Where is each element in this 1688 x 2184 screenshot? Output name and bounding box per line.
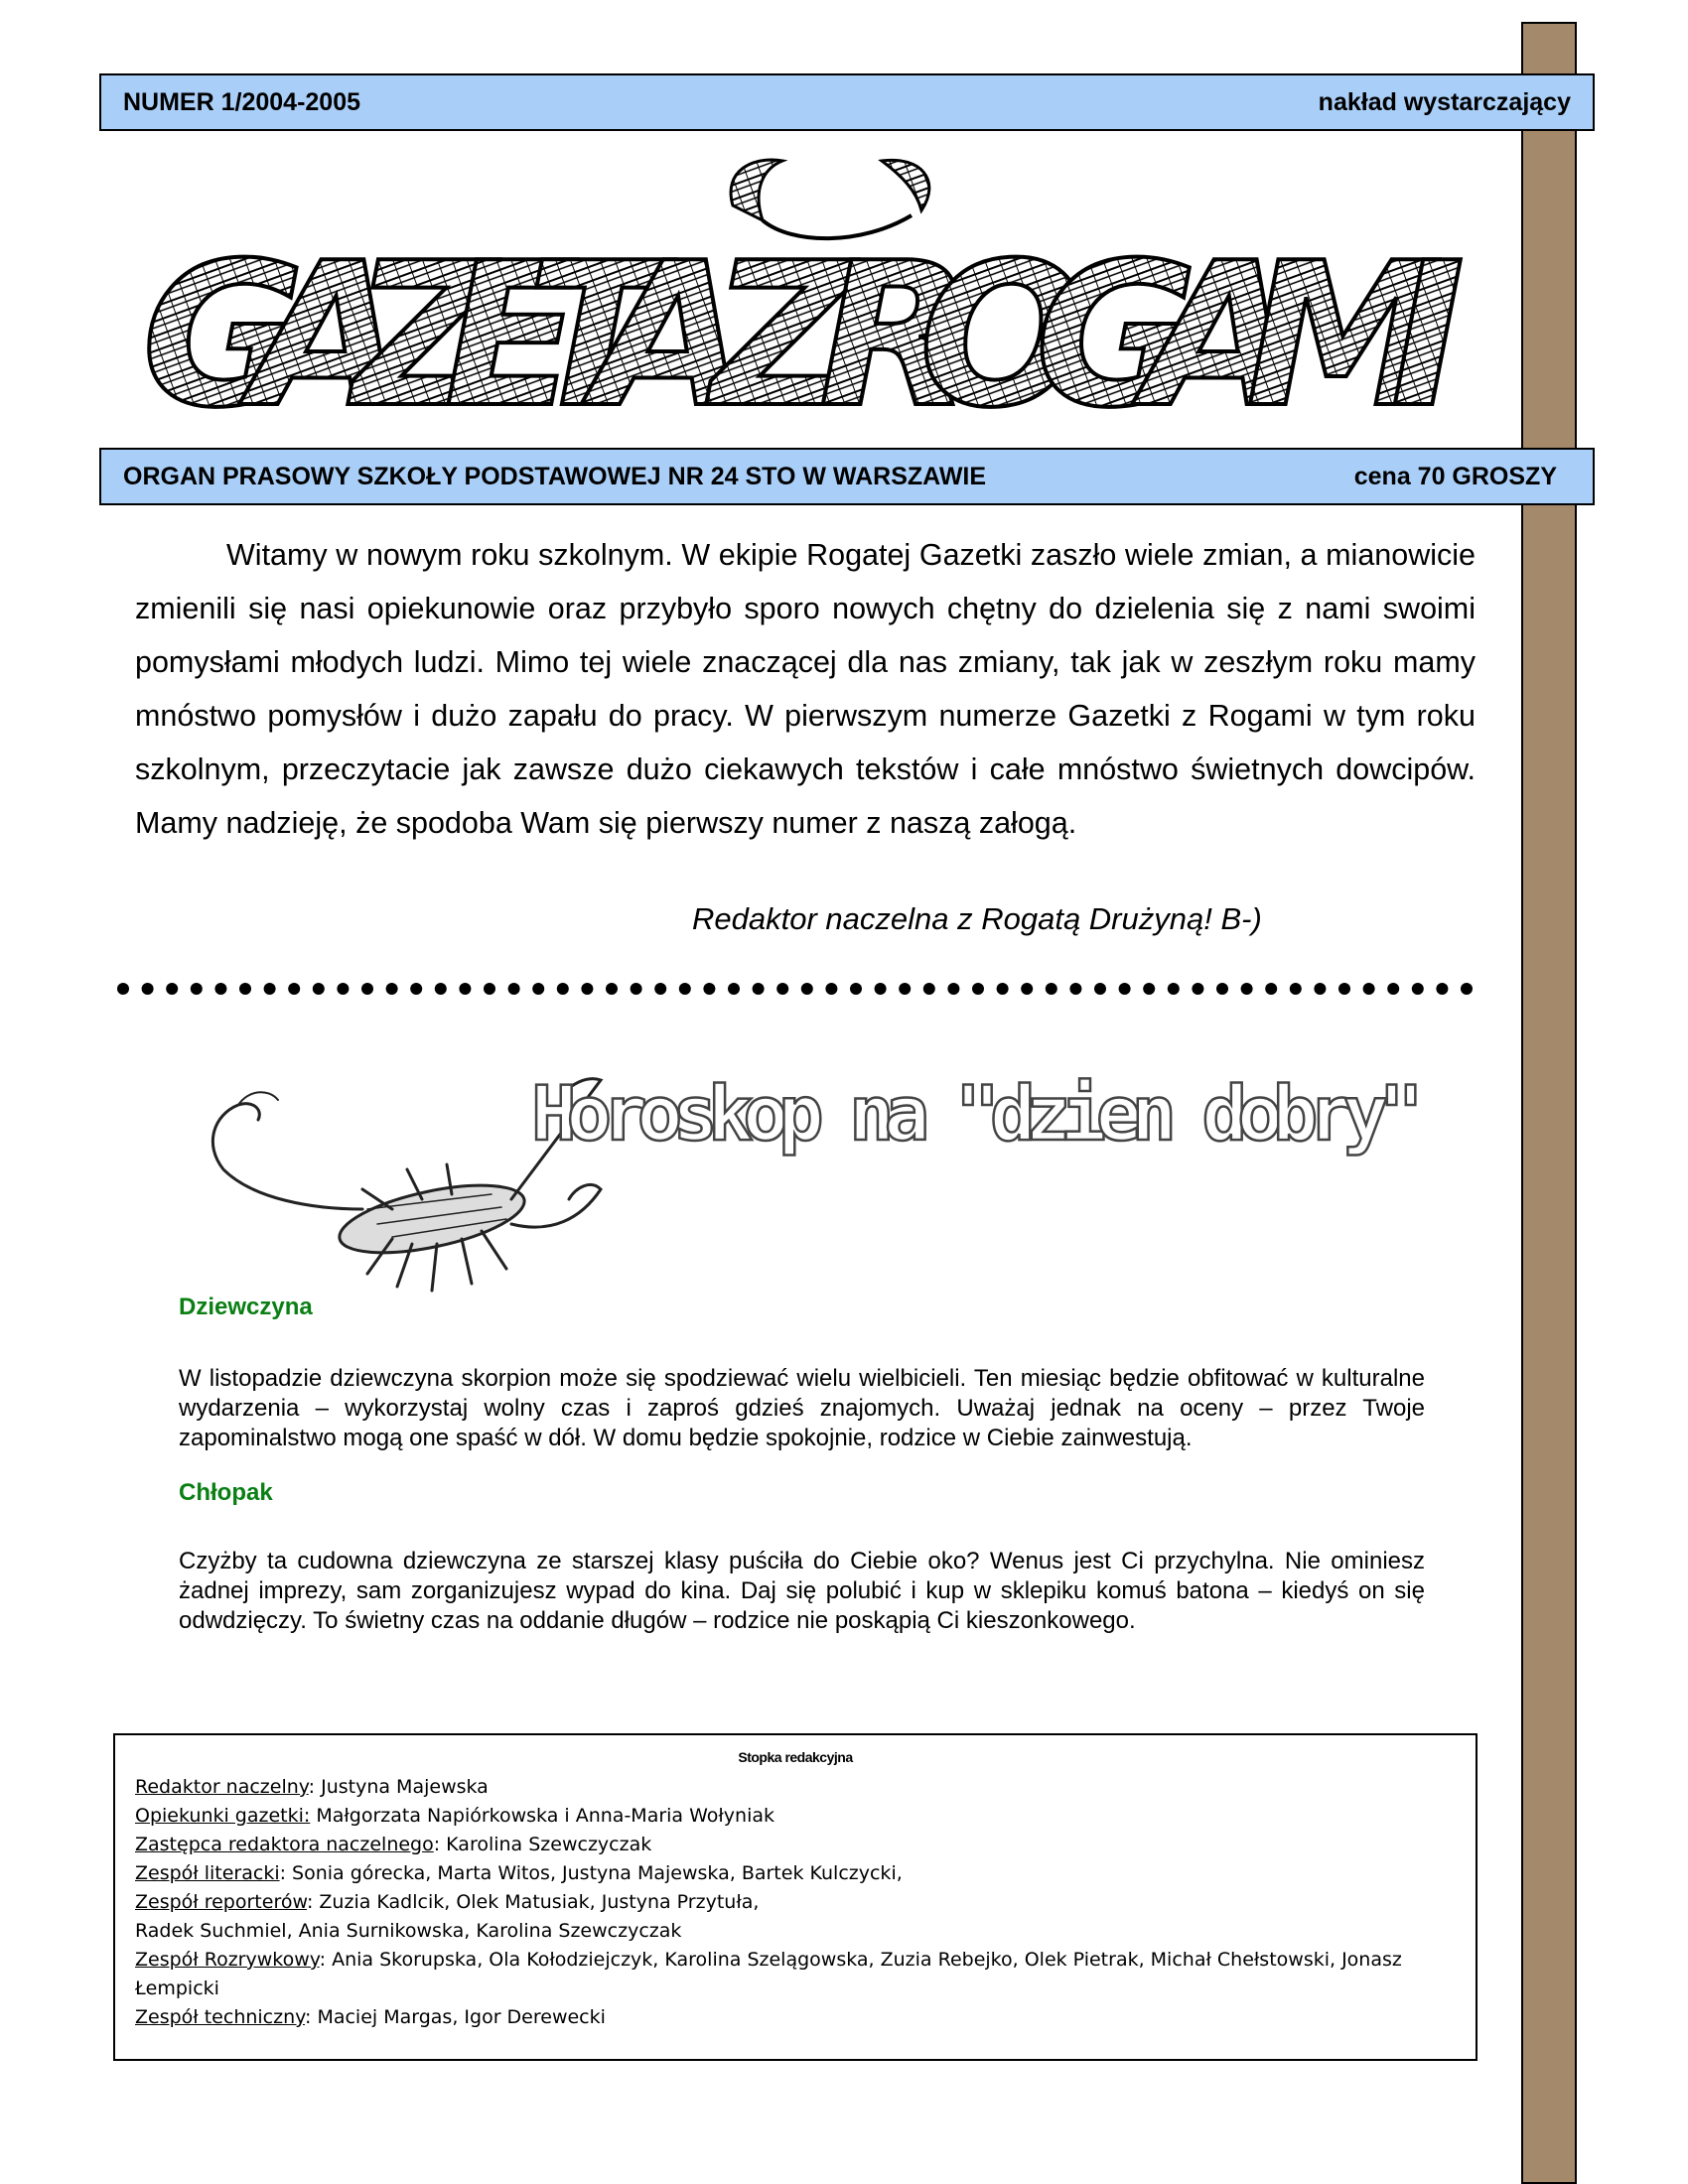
divider-dot xyxy=(631,983,642,995)
credit-line xyxy=(135,1773,1456,1802)
credit-names: Radek Suchmiel, Ania Surnikowska, Karolina Szewczyczak xyxy=(135,1920,682,1942)
credit-names: : Karolina Szewczyczak xyxy=(433,1834,652,1855)
divider-dot xyxy=(679,983,691,995)
divider-dot xyxy=(410,983,422,995)
credit-role: Zastępca redaktora naczelnego xyxy=(135,1834,434,1855)
credit-names: Małgorzata Napiórkowska i Anna-Maria Wołyniak xyxy=(310,1805,775,1827)
credit-names: Łempicki xyxy=(135,1978,219,1999)
credit-role: Opiekunki gazetki: xyxy=(135,1805,311,1827)
section-body-girl: W listopadzie dziewczyna skorpion może się spodziewać wielu wielbicieli. Ten miesiąc będzie obfitować w kulturalne wydarzenia – wykorzystaj wolny czas i zaproś gdzieś znajomych. Uważaj jednak na oceny – przez Twoje zapominalstwo mogą one spaść w dół. W domu będzie spokojnie, rodzice w Ciebie zainwestują. xyxy=(179,1365,1425,1451)
masthead-title: GAZETA Z ROGAMI xyxy=(142,220,1473,419)
credit-role: Zespół reporterów xyxy=(135,1891,307,1913)
footer-title: Stopka redakcyjna xyxy=(738,1749,853,1765)
credit-line xyxy=(135,1946,1456,1975)
issue-header-band xyxy=(99,73,1595,131)
credit-names: : Ania Skorupska, Ola Kołodziejczyk, Karolina Szelągowska, Zuzia Rebejko, Olek Pietrak, Michał Chełstowski, Jonasz xyxy=(319,1949,1402,1971)
divider-dot xyxy=(313,983,325,995)
credit-names: : Zuzia Kadlcik, Olek Matusiak, Justyna Przytuła, xyxy=(306,1891,760,1913)
horoscope-title-text: Horoskop na "dzien dobry" xyxy=(531,1069,1430,1158)
divider-dot xyxy=(654,983,666,995)
divider-dot xyxy=(1412,983,1424,995)
divider-dot xyxy=(264,983,276,995)
divider-dot xyxy=(532,983,544,995)
price-label: cena 70 GROSZY xyxy=(1353,462,1557,490)
divider-dot xyxy=(1314,983,1326,995)
divider-dot xyxy=(728,983,740,995)
credit-role: Zespół Rozrywkowy xyxy=(135,1949,320,1971)
credit-role: Zespół techniczny xyxy=(135,2006,305,2028)
credit-names: : Maciej Margas, Igor Derewecki xyxy=(305,2006,606,2028)
divider-dot xyxy=(1143,983,1155,995)
divider-dot xyxy=(825,983,837,995)
divider-dot xyxy=(484,983,495,995)
credit-line xyxy=(135,1831,1456,1859)
divider-dot xyxy=(801,983,813,995)
credit-names: : Justyna Majewska xyxy=(308,1776,489,1798)
circulation-note: nakład wystarczający xyxy=(1318,87,1571,116)
divider-dot xyxy=(581,983,593,995)
divider-dot xyxy=(1290,983,1302,995)
credits-list xyxy=(135,1773,1456,2032)
divider-dot xyxy=(117,983,129,995)
horoscope-title xyxy=(531,1062,1445,1161)
divider-dot xyxy=(239,983,251,995)
organ-name: ORGAN PRASOWY SZKOŁY PODSTAWOWEJ NR 24 STO W WARSZAWIE xyxy=(123,462,987,490)
divider-dot xyxy=(947,983,959,995)
divider-dot xyxy=(557,983,569,995)
decorative-side-bar xyxy=(1521,22,1577,2184)
intro-paragraph xyxy=(135,528,1476,850)
divider-dot xyxy=(142,983,154,995)
divider-dot xyxy=(1387,983,1399,995)
divider-dot xyxy=(1436,983,1448,995)
divider-dot xyxy=(1241,983,1253,995)
divider-dot xyxy=(361,983,373,995)
divider-dot xyxy=(435,983,447,995)
divider-dot xyxy=(191,983,203,995)
divider-dot xyxy=(166,983,178,995)
divider-dot xyxy=(703,983,715,995)
credit-line xyxy=(135,1859,1456,1888)
divider-dot xyxy=(214,983,226,995)
credit-line xyxy=(135,1917,1456,1946)
divider-dot xyxy=(1119,983,1131,995)
divider-dot xyxy=(1069,983,1081,995)
divider-dot xyxy=(972,983,984,995)
divider-dot xyxy=(459,983,471,995)
organ-band xyxy=(99,448,1595,505)
section-heading-boy: Chłopak xyxy=(179,1479,273,1506)
divider-dot xyxy=(1021,983,1033,995)
divider-dot xyxy=(1168,983,1180,995)
divider-dot xyxy=(508,983,520,995)
divider-dot xyxy=(1363,983,1375,995)
divider-dot xyxy=(288,983,300,995)
divider-dot xyxy=(1216,983,1228,995)
divider-dot xyxy=(1046,983,1057,995)
divider-dot xyxy=(1094,983,1106,995)
credit-line xyxy=(135,2003,1456,2032)
masthead-logo xyxy=(127,151,1487,419)
credit-line xyxy=(135,1888,1456,1917)
dotted-divider xyxy=(115,977,1481,1001)
divider-dot xyxy=(1338,983,1350,995)
credit-line xyxy=(135,1975,1456,2003)
editor-signature: Redaktor naczelna z Rogatą Drużyną! B-) xyxy=(692,901,1262,936)
credit-role: Zespół literacki xyxy=(135,1862,280,1884)
section-heading-girl: Dziewczyna xyxy=(179,1294,313,1320)
divider-dot xyxy=(1192,983,1203,995)
divider-dot xyxy=(899,983,911,995)
divider-dot xyxy=(386,983,398,995)
divider-dot xyxy=(875,983,887,995)
divider-dot xyxy=(606,983,618,995)
credit-role: Redaktor naczelny xyxy=(135,1776,309,1798)
divider-dot xyxy=(850,983,862,995)
divider-dot xyxy=(997,983,1009,995)
divider-dot xyxy=(776,983,788,995)
section-body-boy: Czyżby ta cudowna dziewczyna ze starszej klasy puściła do Ciebie oko? Wenus jest Ci przychylna. Nie ominiesz żadnej imprezy, sam zorganizujesz wypad do kina. Daj się polubić i kup w sklepiku komuś batona – kiedyś on się odwdzięczy. To świetny czas na oddanie długów – rodzice nie poskąpią Ci kieszonkowego. xyxy=(179,1548,1425,1634)
credit-line xyxy=(135,1802,1456,1831)
divider-dot xyxy=(753,983,765,995)
divider-dot xyxy=(1461,983,1473,995)
divider-dot xyxy=(923,983,935,995)
credit-names: : Sonia górecka, Marta Witos, Justyna Majewska, Bartek Kulczycki, xyxy=(279,1862,903,1884)
editorial-footer xyxy=(113,1733,1477,2061)
divider-dot xyxy=(1265,983,1277,995)
intro-text: Witamy w nowym roku szkolnym. W ekipie Rogatej Gazetki zaszło wiele zmian, a mianowicie zmienili się nasi opiekunowie oraz przybyło sporo nowych chętny do dzielenia się z nami swoimi pomysłami młodych ludzi. Mimo tej wiele znaczącej dla nas zmiany, tak jak w zeszłym roku mamy mnóstwo pomysłów i dużo zapału do pracy. W pierwszym numerze Gazetki z Rogami w tym roku szkolnym, przeczytacie jak zawsze dużo ciekawych tekstów i całe mnóstwo świetnych dowcipów. Mamy nadzieję, że spodoba Wam się pierwszy numer z naszą załogą. xyxy=(135,538,1476,840)
issue-number: NUMER 1/2004-2005 xyxy=(123,87,361,116)
divider-dot xyxy=(337,983,349,995)
